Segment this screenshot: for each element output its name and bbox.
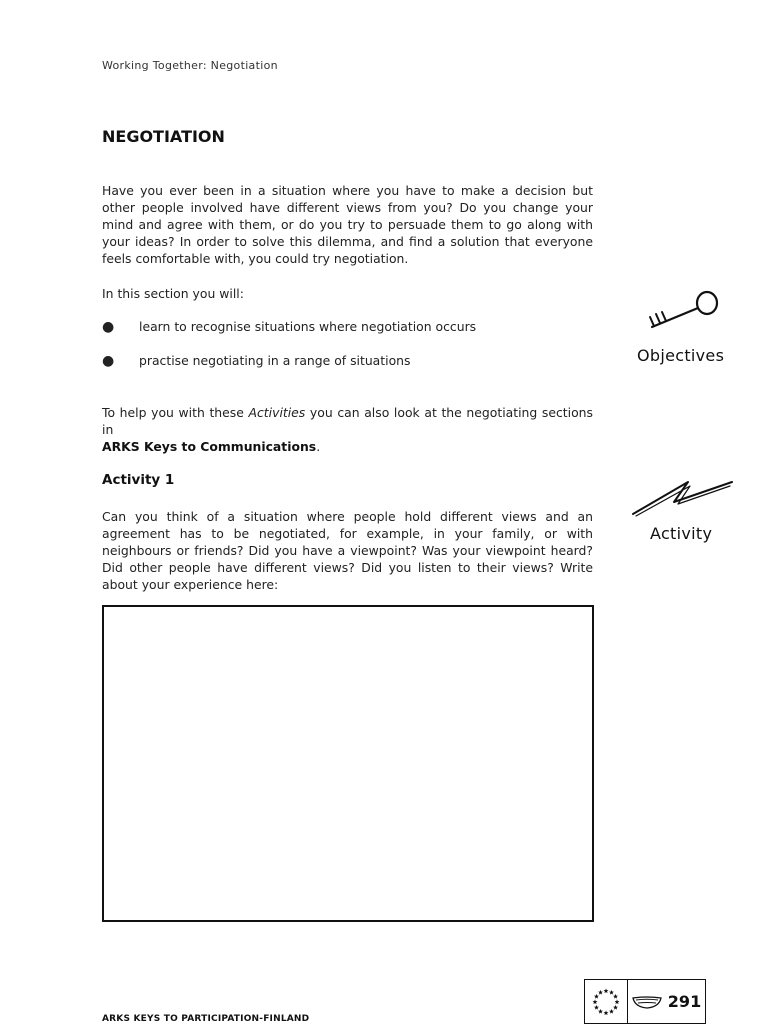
eu-star [598,989,603,994]
objective-text: learn to recognise situations where negotiation occurs [139,319,477,334]
eu-star [609,1008,614,1013]
eu-star [604,988,609,993]
activity-heading: Activity 1 [102,472,175,488]
intro-paragraph: Have you ever been in a situation where you have to make a decision but other people involved have different views from you? Do you change your mind and agree with them, or do you try to persuade them to go along with your ideas? In order to solve this dilemma, and find a solution that everyone feels comfortable with, you could try negotiation. [102,183,593,266]
page-title: NEGOTIATION [102,127,225,146]
help-prefix: To help you with these [102,405,249,420]
lead-in-text: In this section you will: [102,286,244,301]
activity-label: Activity [650,524,713,543]
help-book-title: ARKS Keys to Communications [102,439,317,454]
running-head: Working Together: Negotiation [102,59,278,72]
activity-prompt: Can you think of a situation where people hold different views and an agreement has to be negotiated, for example, in your family, or with neighbours or friends? Did you have a viewpoint? Was your viewpoint heard? Did other people have different views? Did you listen to their views? Write about your experience here: [102,509,593,592]
page-number-box [584,979,706,1024]
eu-stars-icon [590,986,622,1018]
objective-text: practise negotiating in a range of situations [139,353,411,368]
key-icon [644,285,724,335]
eu-star [598,1008,603,1013]
help-end: . [316,439,321,454]
page-number: 291 [667,992,702,1011]
help-activities-italic: Activities [248,405,306,420]
help-suffix: you can also look at the negotiating sections in [102,405,593,437]
page-number-cell [628,980,705,1023]
eu-star [604,1010,609,1015]
footer-publication: ARKS KEYS TO PARTICIPATION-FINLAND [102,1014,310,1024]
eu-star [594,993,599,998]
bullet-icon: ● [102,353,115,369]
eu-stars-cell [585,980,628,1023]
arks-logo-icon [632,995,662,1009]
objectives-label: Objectives [637,346,725,365]
help-paragraph [102,404,593,455]
eu-star [594,1004,599,1009]
eu-star [615,999,620,1004]
eu-star [593,999,598,1004]
eu-star [613,1004,618,1009]
answer-box[interactable] [102,605,594,922]
bullet-icon: ● [102,319,115,335]
eu-star [609,989,614,994]
eu-star [613,993,618,998]
zigzag-icon [630,476,736,520]
